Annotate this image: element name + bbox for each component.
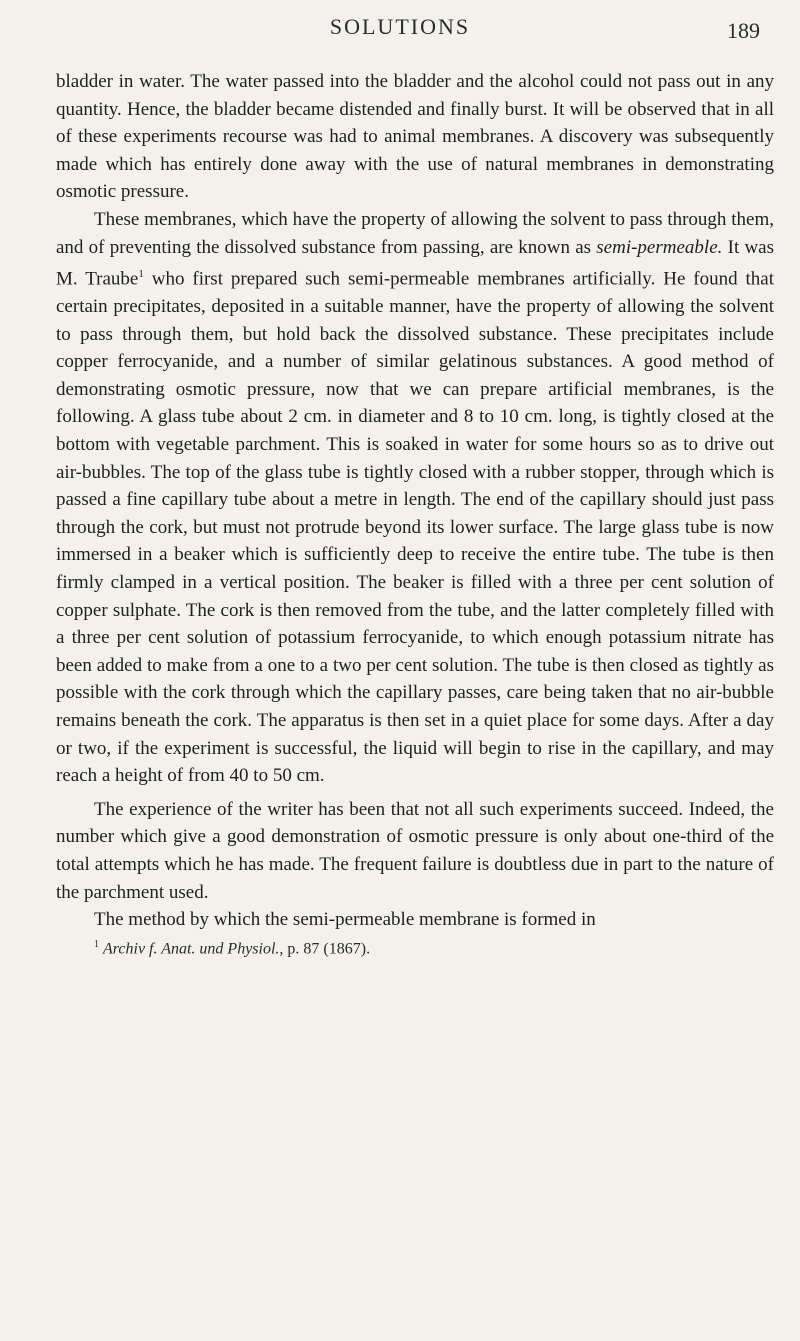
page-number: 189	[727, 18, 760, 43]
term-semi-permeable: semi-permeable.	[596, 236, 723, 258]
paragraph-2-pre: These membranes, which have the property of allowing the solvent to pass through them, and of preventing the dissolved substance from passing, are known as	[56, 208, 774, 258]
paragraph-3: The experience of the writer has been that not all such experiments succeed. Indeed, the number which give a good demonstration of osmotic pressure is only about one-third of the total attempts which he has made. The frequent failure is doubtless due in part to the nature of the parchment used.	[56, 798, 774, 903]
paragraph-2-post: who first prepared such semi-permeable membranes artificially. He found that certain precipitates, deposited in a suitable manner, have the property of allowing the solvent to pass through them, but hold back the dissolved substance. These precipitates include copper ferrocyanide, and a number of similar gelatinous substances. A good method of demonstrating osmotic pressure, now that we can prepare artificial membranes, is the following. A glass tube about 2 cm. in diameter and 8 to 10 cm. long, is tightly closed at the bottom with vegetable parchment. This is soaked in water for some hours so as to drive out air-bubbles. The top of the glass tube is tightly closed with a rubber stopper, through which is passed a fine capillary tube about a metre in length. The end of the capillary should just pass through the cork, but must not protrude beyond its lower surface. The large glass tube is now immersed in a beaker which is sufficiently deep to receive the entire tube. The tube is then firmly clamped in a vertical position. The beaker is filled with a three per cent solution of copper sulphate. The cork is then removed from the tube, and the latter completely filled with a three per cent solution of potassium ferrocyanide, to which enough potassium nitrate has been added to make from a one to a two per cent solution. The tube is then closed as tightly as possible with the cork through which the capillary passes, care being taken that no air-bubble remains beneath the cork. The apparatus is then set in a quiet place for some days. After a day or two, if the experiment is successful, the liquid will begin to rise in the capillary, and may reach a height of from 40 to 50 cm.	[56, 268, 774, 787]
footnote	[56, 934, 774, 960]
footnote-marker: 1	[94, 938, 99, 950]
paragraph-2-mid: It was M. Traube	[56, 236, 774, 290]
body-text	[56, 68, 774, 960]
paragraph-1: bladder in water. The water passed into the bladder and the alcohol could not pass out in any quantity. Hence, the bladder became distended and finally burst. It will be observed that in all of these experiments recourse was had to animal membranes. A discovery was subsequently made which has entirely done away with the use of natural membranes in demonstrating osmotic pressure.	[56, 71, 774, 203]
footnote-source: Archiv f. Anat. und Physiol.	[103, 940, 280, 958]
footnote-reference: 1	[138, 268, 144, 281]
paragraph-2	[56, 206, 774, 790]
footnote-rest: , p. 87 (1867).	[279, 940, 371, 958]
running-head	[40, 14, 760, 54]
running-title: SOLUTIONS	[329, 14, 471, 39]
paragraph-4: The method by which the semi-permeable membrane is formed in	[94, 909, 596, 931]
